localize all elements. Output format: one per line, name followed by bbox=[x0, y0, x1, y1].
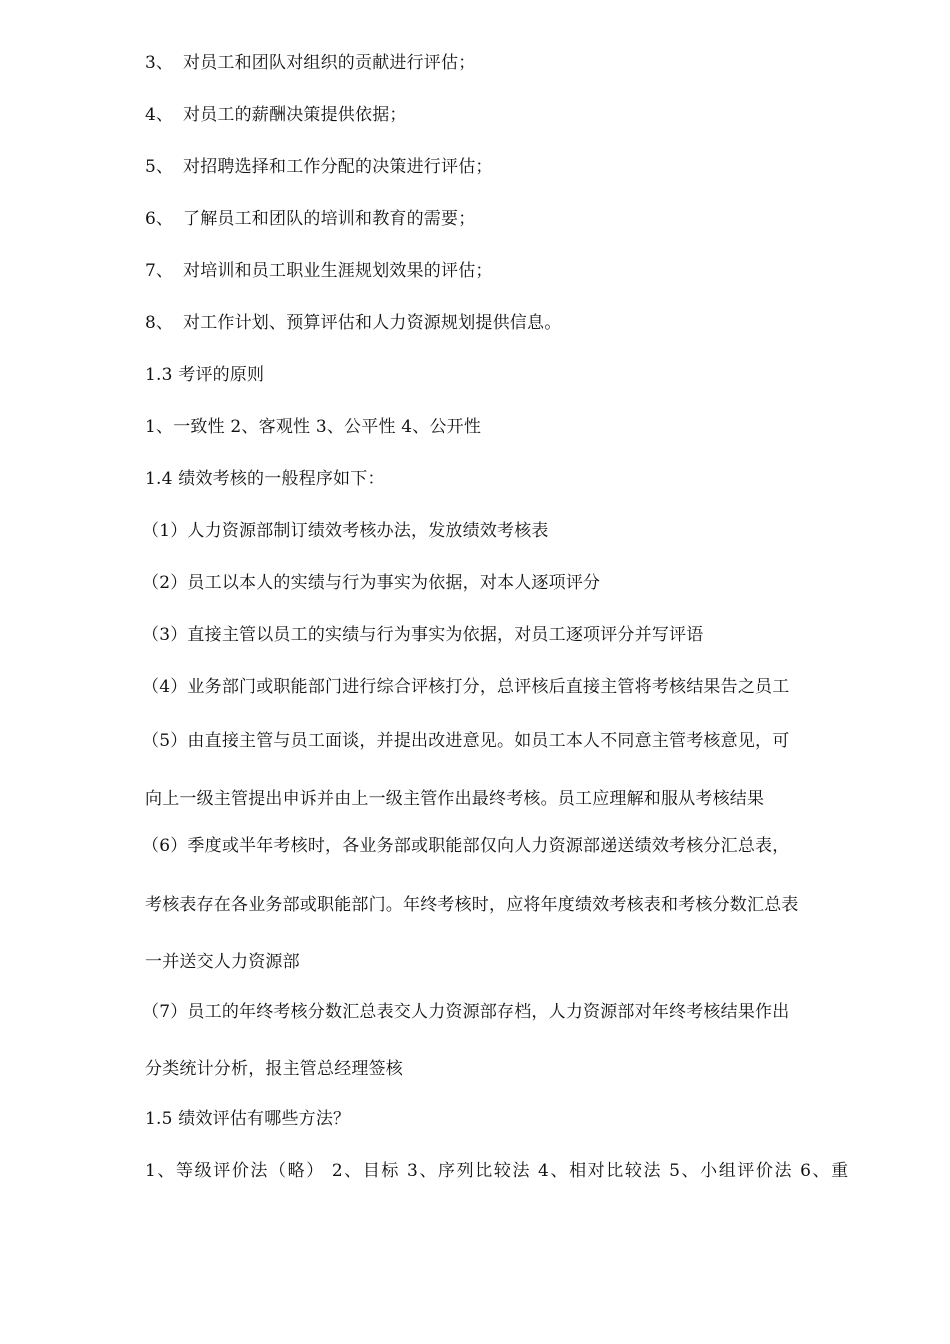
procedure-step-continuation: 分类统计分析，报主管总经理签核 bbox=[145, 1059, 403, 1079]
section-heading-1-3: 1.3 考评的原则 bbox=[145, 365, 265, 385]
list-text: 对工作计划、预算评估和人力资源规划提供信息。 bbox=[183, 313, 562, 333]
section-body-1-5: 1、等级评价法（略） 2、目标 3、序列比较法 4、相对比较法 5、小组评价法 6、重 bbox=[145, 1161, 850, 1181]
list-item bbox=[145, 207, 875, 231]
list-text: 对培训和员工职业生涯规划效果的评估； bbox=[183, 261, 493, 281]
list-number: 4、 bbox=[145, 105, 174, 125]
procedure-step-continuation: 向上一级主管提出申诉并由上一级主管作出最终考核。员工应理解和服从考核结果 bbox=[145, 789, 765, 809]
list-number: 6、 bbox=[145, 209, 174, 229]
procedure-step: （7）员工的年终考核分数汇总表交人力资源部存档，人力资源部对年终考核结果作出 bbox=[142, 1002, 790, 1022]
list-text: 了解员工和团队的培训和教育的需要； bbox=[183, 209, 476, 229]
procedure-step: （2）员工以本人的实绩与行为事实为依据，对本人逐项评分 bbox=[142, 573, 601, 593]
procedure-step: （4）业务部门或职能部门进行综合评核打分，总评核后直接主管将考核结果告之员工 bbox=[142, 677, 790, 697]
list-item bbox=[145, 259, 875, 283]
list-number: 5、 bbox=[145, 157, 174, 177]
list-text: 对招聘选择和工作分配的决策进行评估； bbox=[183, 157, 493, 177]
procedure-step: （6）季度或半年考核时，各业务部或职能部仅向人力资源部递送绩效考核分汇总表， bbox=[142, 836, 790, 856]
procedure-step-continuation: 一并送交人力资源部 bbox=[145, 952, 300, 972]
list-number: 7、 bbox=[145, 261, 174, 281]
list-item bbox=[145, 103, 875, 127]
list-item bbox=[145, 311, 875, 335]
list-text: 对员工的薪酬决策提供依据； bbox=[183, 105, 407, 125]
list-text: 对员工和团队对组织的贡献进行评估； bbox=[183, 53, 476, 73]
section-heading-1-5: 1.5 绩效评估有哪些方法？ bbox=[145, 1109, 351, 1129]
section-body-1-3: 1、一致性 2、客观性 3、公平性 4、公开性 bbox=[145, 417, 482, 437]
procedure-step: （5）由直接主管与员工面谈，并提出改进意见。如员工本人不同意主管考核意见，可 bbox=[142, 731, 790, 751]
section-heading-1-4: 1.4 绩效考核的一般程序如下： bbox=[145, 469, 385, 489]
list-number: 3、 bbox=[145, 53, 174, 73]
procedure-step-continuation: 考核表存在各业务部或职能部门。年终考核时，应将年度绩效考核表和考核分数汇总表 bbox=[145, 895, 799, 915]
procedure-step: （1）人力资源部制订绩效考核办法，发放绩效考核表 bbox=[142, 521, 549, 541]
procedure-step: （3）直接主管以员工的实绩与行为事实为依据，对员工逐项评分并写评语 bbox=[142, 625, 704, 645]
list-item bbox=[145, 155, 875, 179]
list-number: 8、 bbox=[145, 313, 174, 333]
list-item bbox=[145, 51, 875, 75]
